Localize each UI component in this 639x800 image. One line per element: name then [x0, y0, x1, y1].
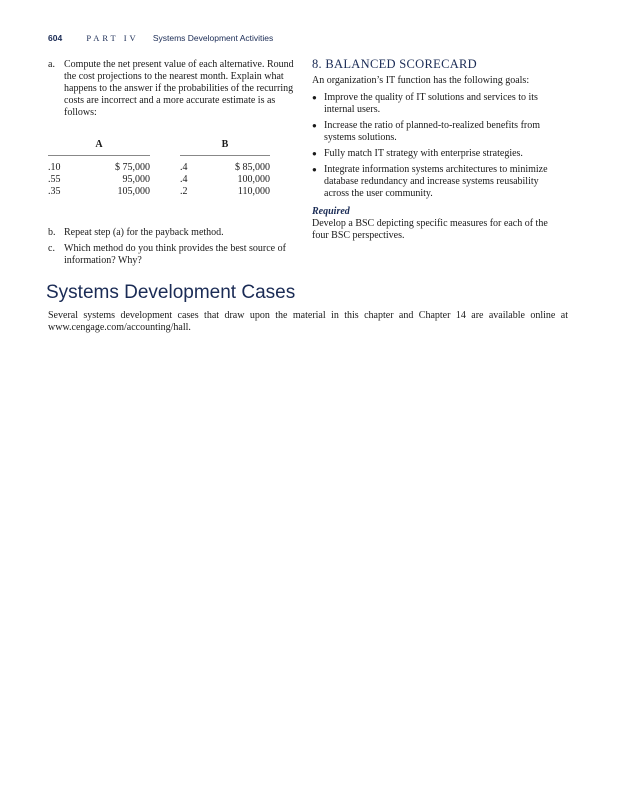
goal-text: Increase the ratio of planned-to-realized benefits from systems solutions. [324, 120, 541, 143]
case-title: 8. BALANCED SCORECARD [312, 57, 477, 71]
section-title: Systems Development Cases [46, 282, 296, 303]
value-b: $ 85,000 [235, 162, 270, 173]
value-b: 110,000 [237, 186, 270, 197]
required-text: Develop a BSC depicting specific measures for each of the four BSC perspectives. [312, 218, 548, 241]
page-header [48, 33, 273, 43]
probability-a: .55 [48, 174, 61, 185]
list-item [312, 164, 564, 200]
question-item-c [48, 243, 296, 267]
right-column [312, 58, 564, 242]
left-column [48, 59, 296, 266]
item-text: Compute the net present value of each alternative. Round the cost projections to the nearest month. Explain what happens to the answer if the probabilities of the recurring costs are incorrect and a more accurate estimate is as follows: [64, 59, 294, 118]
probability-b: .4 [180, 162, 188, 173]
column-header-a: A [95, 139, 103, 150]
table-row [48, 186, 318, 198]
page-number: 604 [48, 33, 63, 43]
probability-a: .35 [48, 186, 61, 197]
goal-text: Fully match IT strategy with enterprise strategies. [324, 148, 523, 159]
question-item-b [48, 227, 296, 239]
list-item [312, 120, 564, 144]
probability-a: .10 [48, 162, 61, 173]
goals-list [312, 92, 564, 200]
item-text: Which method do you think provides the best source of information? Why? [64, 243, 286, 266]
column-header-b: B [221, 139, 229, 150]
table-row [48, 174, 318, 186]
bullet-icon: ● [312, 165, 317, 174]
value-a: 95,000 [122, 174, 150, 185]
bullet-icon: ● [312, 121, 317, 130]
item-label: b. [48, 227, 56, 238]
question-item-a [48, 59, 296, 119]
bullet-icon: ● [312, 93, 317, 102]
running-section-title: Systems Development Activities [152, 33, 274, 43]
table-row [48, 162, 318, 174]
goal-text: Improve the quality of IT solutions and services to its internal users. [324, 92, 538, 115]
list-item [312, 92, 564, 116]
estimate-table [48, 139, 318, 198]
list-item [312, 148, 564, 160]
part-label: PART IV [86, 33, 139, 43]
probability-b: .4 [180, 174, 188, 185]
required-label: Required [312, 206, 350, 217]
item-text: Repeat step (a) for the payback method. [64, 227, 224, 238]
value-a: $ 75,000 [115, 162, 150, 173]
case-intro: An organization’s IT function has the following goals: [312, 75, 530, 86]
goal-text: Integrate information systems architectures to minimize database redundancy and increase systems reusability across the user community. [324, 164, 548, 199]
item-label: a. [48, 59, 55, 70]
section-body: Several systems development cases that draw upon the material in this chapter and Chapter 14 are available online at www.cengage.com/accounting/hall. [48, 310, 568, 333]
value-b: 100,000 [237, 174, 270, 185]
bullet-icon: ● [312, 149, 317, 158]
item-label: c. [48, 243, 55, 254]
value-a: 105,000 [117, 186, 150, 197]
probability-b: .2 [180, 186, 188, 197]
